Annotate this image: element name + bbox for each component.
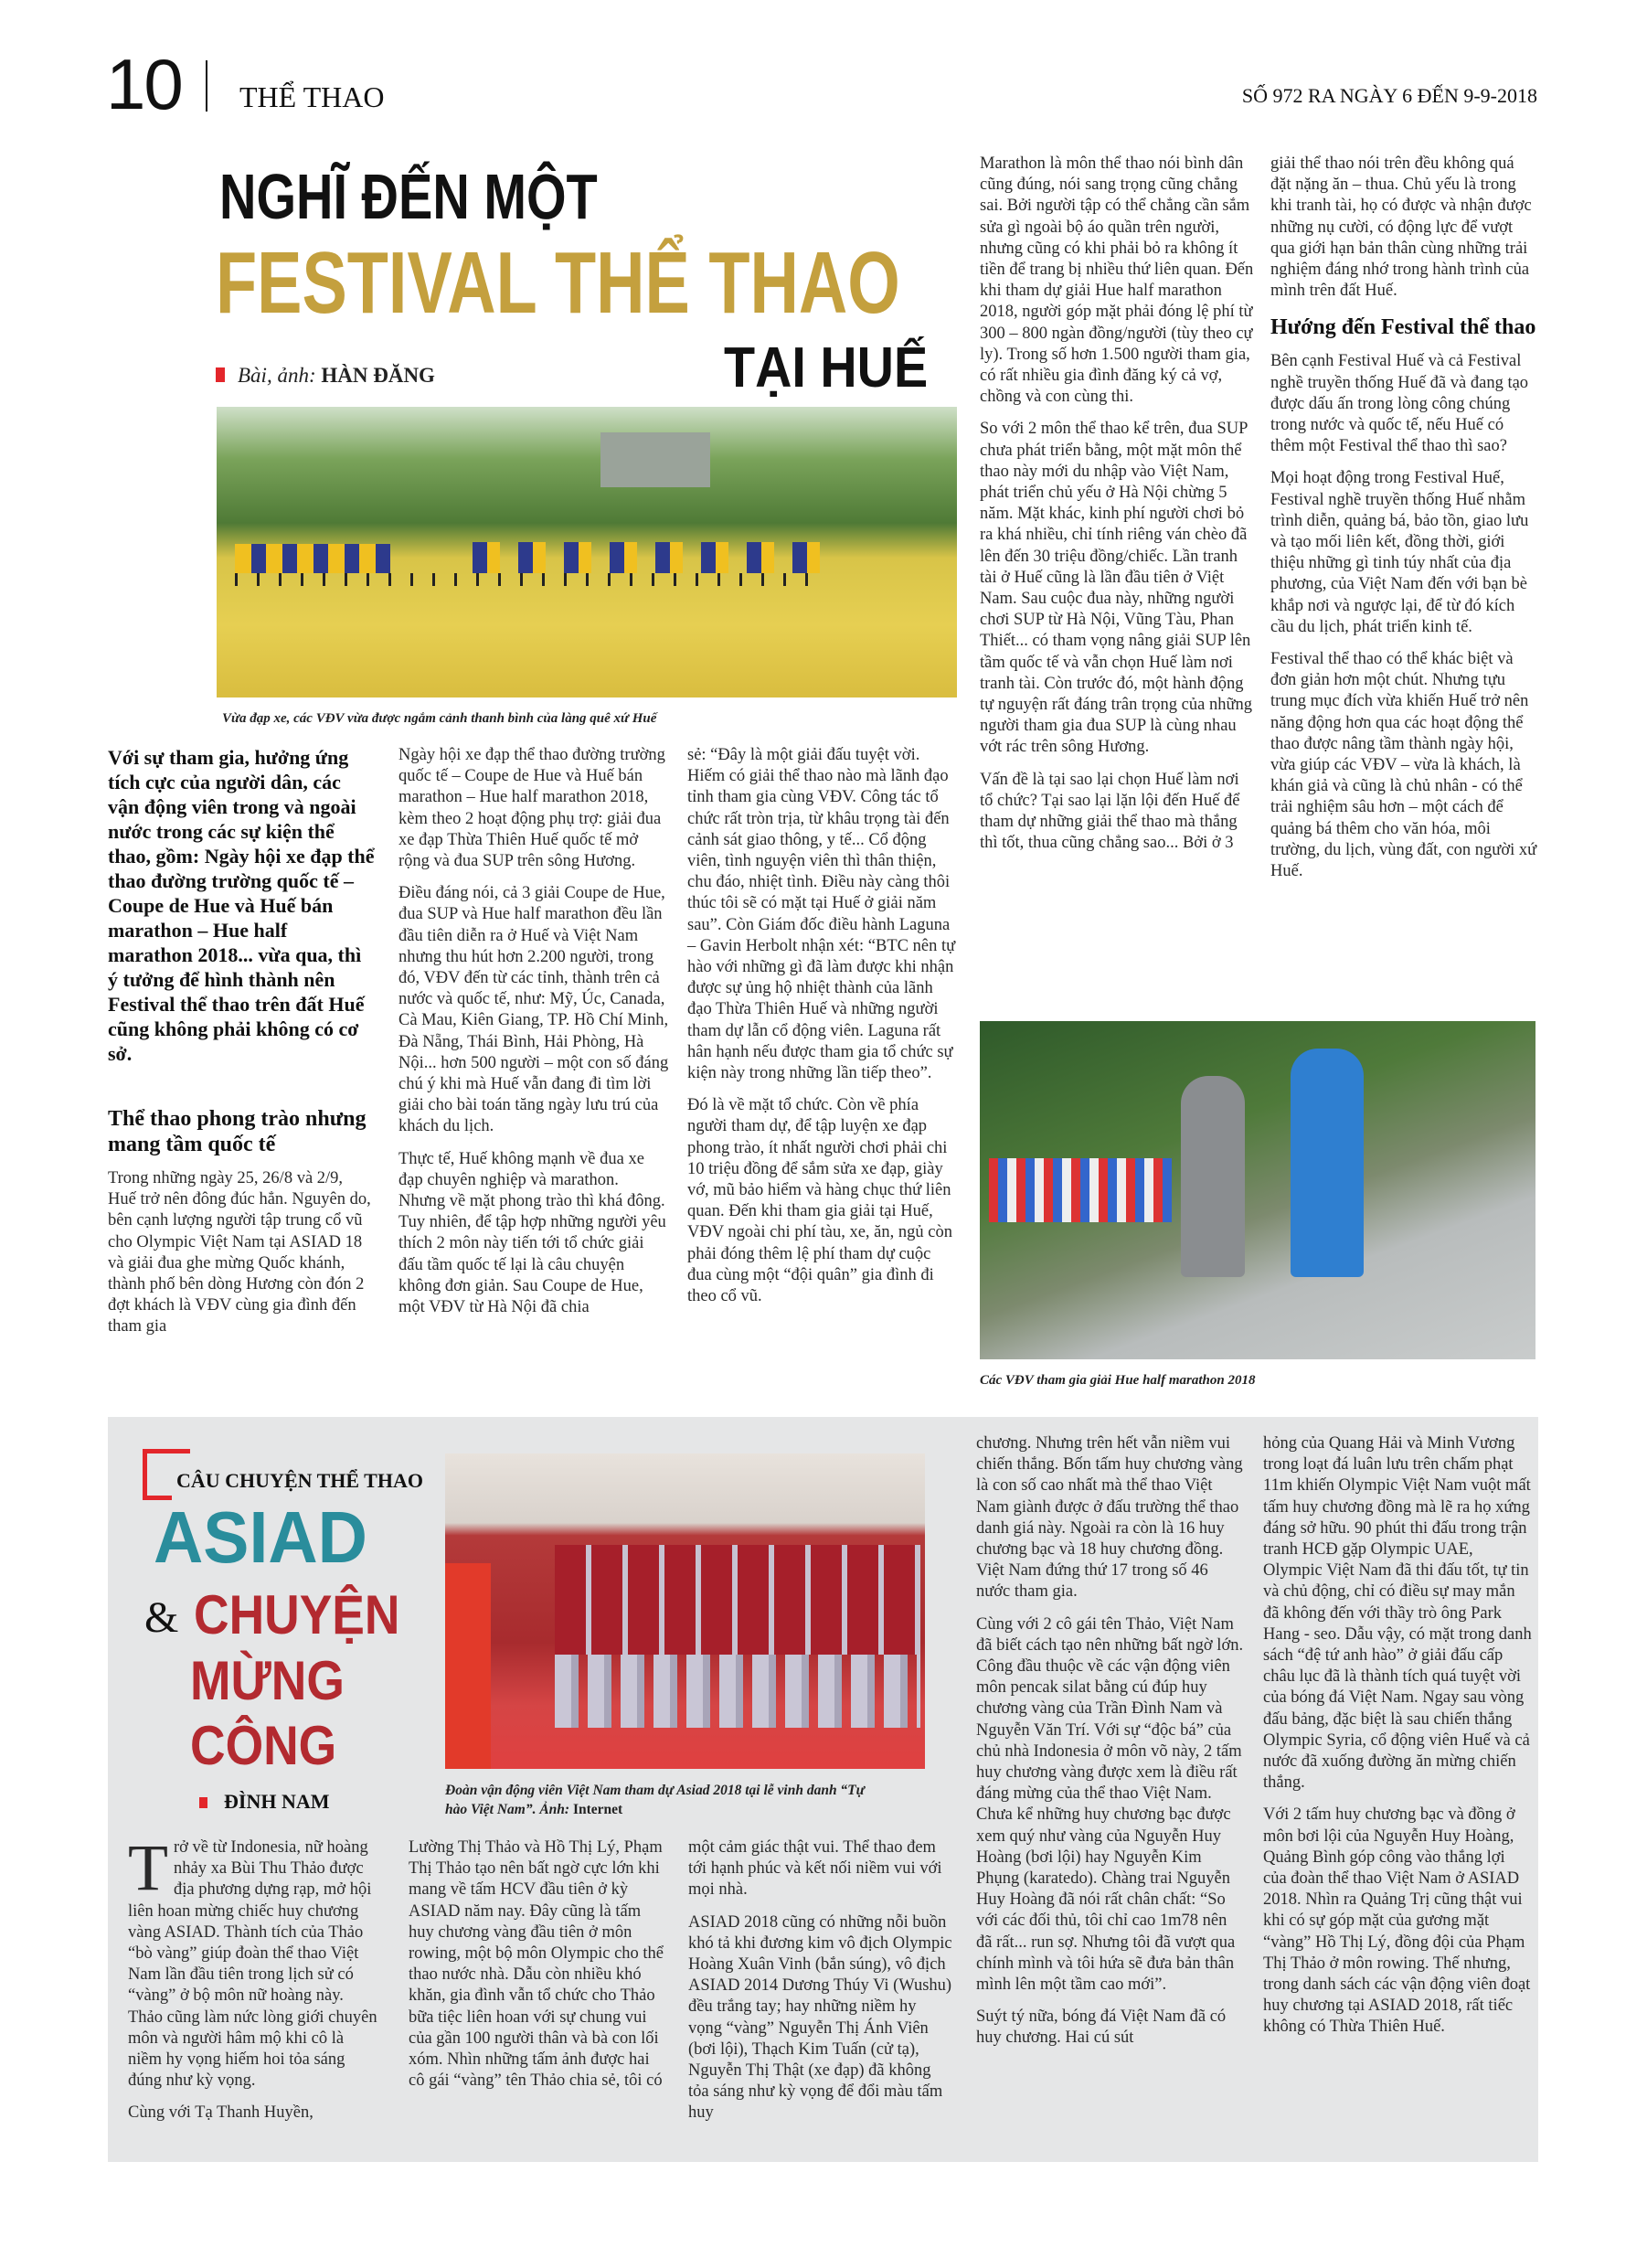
article2-column-4 (976, 1433, 1245, 2060)
article2-column-1 (128, 1831, 380, 2135)
paragraph: Cùng với Tạ Thanh Huyền, (128, 2103, 313, 2123)
byline-marker (216, 367, 225, 382)
photo-vietnam-team (445, 1453, 925, 1769)
caption-credit: Internet (572, 1802, 623, 1817)
article2-column-2 (409, 1837, 666, 2103)
subheading-grassroots: Thể thao phong trào nhưng mang tầm quốc tế (108, 1107, 367, 1156)
paragraph: So với 2 môn thể thao kể trên, đua SUP chưa phát triển bằng, một mặt môn thể thao này mới du nhập vào Việt Nam, phát triển chủ yếu ở Hà Nội chừng 5 năm. Mặt khác, kinh phí người chơi bỏ ra khá nhiều, chỉ tính riêng ván chèo đã lên đến 30 triệu đồng/chiếc. Lần tranh tài ở Huế cũng là lần đầu tiên ở Việt Nam. Sau cuộc đua này, những người chơi SUP từ Hà Nội, Vũng Tàu, Phan Thiết... có tham vọng nâng giải SUP lên tầm quốc tế và vẫn chọn Huế làm nơi tranh tài. Còn trước đó, một hành động tự nguyện rất đáng trân trọng của những người tham gia đua SUP là cùng nhau vớt rác trên sông Hương. (980, 420, 1252, 757)
article2-column-3 (688, 1837, 953, 2135)
caption-text: Đoàn vận động viên Việt Nam tham dự Asiad 2018 tại lễ vinh danh “Tự hào Việt Nam”. Ảnh: (445, 1783, 865, 1817)
byline (216, 364, 435, 388)
paragraph: Ngày hội xe đạp thể thao đường trường quốc tế – Coupe de Hue và Huế bán marathon – Hue half marathon 2018, kèm theo 2 hoạt động phụ trợ: giải đua xe đạp Thừa Thiên Huế quốc tế mở rộng và đua SUP trên sông Hương. (398, 746, 665, 871)
title-chuyen: CHUYỆN (194, 1584, 400, 1645)
byline-author: HÀN ĐĂNG (321, 364, 435, 387)
section-name: THỂ THAO (239, 80, 385, 113)
kicker-bracket (143, 1449, 172, 1500)
article1-column-5 (1270, 154, 1537, 893)
paragraph: ASIAD 2018 cũng có những nỗi buồn khó tả khi đương kim vô địch Olympic Hoàng Xuân Vinh (bắn súng), vô địch ASIAD 2014 Dương Thúy Vi (Wushu) đều trắng tay; hay những niềm hy vọng “vàng” Nguyễn Thị Ánh Viên (bơi lội), Thạch Kim Tuấn (cử tạ), Nguyễn Thị Thật (xe đạp) đã không tỏa sáng như kỳ vọng để đổi màu tấm huy (688, 1912, 952, 2123)
photo-cyclists (217, 407, 957, 697)
paragraph: Trở về từ Indonesia, nữ hoàng nhảy xa Bùi Thu Thảo được địa phương dựng rạp, mở hội liên hoan mừng chiếc huy chương vàng ASIAD. Thành tích của Thảo “bò vàng” giúp đoàn thể thao Việt Nam lần đầu tiên trong lịch sử có “vàng” ở bộ môn nữ hoàng này. Thảo cũng làm nức lòng giới chuyên môn và người hâm mộ khi cô là niềm hy vọng hiếm hoi tỏa sáng đúng như kỳ vọng. (128, 1831, 377, 2091)
byline-author: ĐÌNH NAM (224, 1790, 330, 1813)
paragraph: Thực tế, Huế không mạnh về đua xe đạp chuyên nghiệp và marathon. Nhưng về mặt phong trào thì khá đông. Tuy nhiên, để tập hợp những người yêu thích 2 môn này tiến tới tổ chức giải đấu tầm quốc tế lại là câu chuyện không đơn giản. Sau Coupe de Hue, một VĐV từ Hà Nội đã chia (398, 1149, 666, 1317)
issue-info: SỐ 972 RA NGÀY 6 ĐẾN 9-9-2018 (1241, 84, 1537, 107)
paragraph: Marathon là môn thể thao nói bình dân cũng đúng, nói sang trọng cũng chẳng sai. Bởi người tập có thể chẳng cần sắm sửa gì ngoài bộ áo quần trên người, nhưng cũng có khi phải bỏ ra không ít tiền để trang bị nhiều thứ liên quan. Đến khi tham dự giải Hue half marathon 2018, người góp mặt phải đóng lệ phí từ 300 – 800 ngàn đồng/người (tùy theo cự ly). Trong số hơn 1.500 người tham gia, có rất nhiều gia đình đăng ký cả vợ, chồng và con cùng thi. (980, 154, 1254, 407)
paragraph: Vấn đề là tại sao lại chọn Huế làm nơi tổ chức? Tại sao lại lặn lội đến Huế để tham dự những giải thể thao mà thắng thì tốt, thua cũng chẳng sao... Bởi ở 3 (980, 770, 1240, 853)
headline (219, 161, 692, 232)
header-divider (206, 60, 207, 112)
article-lead: Với sự tham gia, hưởng ứng tích cực của người dân, các vận động viên trong và ngoài nước trong các sự kiện thể thao, gồm: Ngày hội xe đạp thể thao đường trường quốc tế – Coupe de Hue và Huế bán marathon – Hue half marathon 2018... vừa qua, thì ý tưởng để hình thành nên Festival thể thao trên đất Huế cũng không phải không có cơ sở. (108, 746, 375, 1065)
byline-marker (199, 1797, 207, 1808)
headline-line3: TẠI HUẾ (724, 336, 929, 399)
article1-column-3 (687, 745, 958, 1318)
article2-kicker: CÂU CHUYỆN THỂ THAO (176, 1469, 423, 1492)
photo-runners-caption: Các VĐV tham gia giải Hue half marathon 2018 (980, 1373, 1256, 1388)
kicker-bracket-top (143, 1449, 190, 1453)
headline-line1: NGHĨ ĐẾN MỘT (219, 161, 598, 232)
byline-label: Bài, ảnh: (238, 364, 316, 387)
article1-column-2 (398, 745, 669, 1329)
paragraph: Suýt tý nữa, bóng đá Việt Nam đã có huy chương. Hai cú sút (976, 2007, 1227, 2048)
paragraph: Đó là về mặt tổ chức. Còn về phía người tham dự, để tập luyện xe đạp phong trào, ít nhất người chơi phải chi 10 triệu đồng để sắm sửa xe đạp, giày vớ, mũ bảo hiểm và hàng chục thứ liên quan. Đến khi tham gia giải tại Huế, VĐV ngoài chi phí tàu, xe, ăn, ngủ còn phải đóng thêm lệ phí tham dự cuộc đua cùng một “đội quân” gia đình đi theo cổ vũ. (687, 1096, 952, 1306)
paragraph: Lường Thị Thảo và Hồ Thị Lý, Phạm Thị Thảo tạo nên bất ngờ cực lớn khi mang về tấm HCV đầu tiên ở kỳ ASIAD năm nay. Đây cũng là tấm huy chương vàng đầu tiên ở môn rowing, một bộ môn Olympic cho thể thao nước nhà. Dẫu còn nhiều khó khăn, gia đình vẫn tổ chức cho Thảo bữa tiệc liên hoan với sự chung vui của gần 100 người thân và bà con lối xóm. Nhìn những tấm ảnh được hai cô gái “vàng” tên Thảo chia sẻ, tôi có (409, 1838, 664, 2091)
photo-cyclists-caption: Vừa đạp xe, các VĐV vừa được ngắm cảnh thanh bình của làng quê xứ Huế (222, 711, 657, 726)
title-cong: CÔNG (190, 1715, 337, 1776)
paragraph: Điều đáng nói, cả 3 giải Coupe de Hue, đua SUP và Hue half marathon đều lần đầu tiên diễn ra ở Huế và Việt Nam nhưng thu hút hơn 2.200 người, trong đó, VĐV đến từ các tỉnh, thành trên cả nước và quốc tế, như: Mỹ, Úc, Canada, Cà Mau, Kiên Giang, TP. Hồ Chí Minh, Đà Nẵng, Thái Bình, Hải Phòng, Hà Nội... hơn 500 người – một con số đáng chú ý khi mà Huế vẫn đang đi tìm lời giải cho bài toán tăng ngày lưu trú của khách du lịch. (398, 884, 669, 1136)
headline-line2: FESTIVAL THỂ THAO (216, 234, 900, 332)
article1-column-4 (980, 154, 1254, 866)
paragraph: Với 2 tấm huy chương bạc và đồng ở môn bơi lội của Nguyễn Huy Hoàng, Quảng Bình góp công vào thắng lợi của đoàn thể thao Việt Nam ở ASIAD 2018. Nhìn ra Quảng Trị cũng thật vui khi có sự góp mặt của gương mặt “vàng” Hồ Thị Lý, đồng đội của Phạm Thị Thảo ở môn rowing. Thế nhưng, trong danh sách các vận động viên đoạt huy chương tại ASIAD 2018, rất tiếc không có Thừa Thiên Huế. (1263, 1805, 1531, 2037)
article2-byline (199, 1790, 330, 1814)
paragraph: hỏng của Quang Hải và Minh Vương trong loạt đá luân lưu trên chấm phạt 11m khiến Olympic Việt Nam vuột mất tấm huy chương đồng mà lẽ ra họ xứng đáng sở hữu. 90 phút thi đấu trong trận tranh HCĐ gặp Olympic UAE, Olympic Việt Nam đã thi đấu tốt, tự tin và chủ động, chỉ có điều sự may mắn đã không đến với thầy trò ông Park Hang - seo. Dẫu vậy, có mặt trong danh sách “đệ tứ anh hào” ở giải đấu cấp châu lục đã là thành tích quá tuyệt vời của bóng đá Việt Nam. Ngay sau vòng đấu bảng, đặc biệt là sau chiến thắng Olympic Syria, cổ động viên Huế và cả nước đã xuống đường ăn mừng chiến thắng. (1263, 1434, 1532, 1793)
paragraph: chương. Nhưng trên hết vẫn niềm vui chiến thắng. Bốn tấm huy chương vàng là con số cao nhất mà thể thao Việt Nam giành được ở đấu trường thể thao danh giá này. Ngoài ra còn là 16 huy chương bạc và 18 huy chương đồng. Việt Nam đứng thứ 17 trong số 46 nước tham gia. (976, 1434, 1243, 1602)
paragraph: Mọi hoạt động trong Festival Huế, Festival nghề truyền thống Huế nhằm trình diễn, quảng bá, bảo tồn, giao lưu và tạo mối liên kết, đồng thời, giới thiệu những gì tinh túy nhất của địa phương, của Việt Nam đến với bạn bè khắp nơi và ngược lại, để từ đó kích cầu du lịch, phát triển kinh tế. (1270, 469, 1529, 636)
paragraph: giải thể thao nói trên đều không quá đặt nặng ăn – thua. Chủ yếu là trong khi tranh tài, họ có được và nhận được những nụ cười, có động lực để vượt qua giới hạn bản thân cùng những trải nghiệm đáng nhớ trong hành trình của mình trên đất Huế. (1270, 154, 1532, 301)
paragraph: một cảm giác thật vui. Thể thao đem tới hạnh phúc và kết nối niềm vui với mọi nhà. (688, 1838, 942, 1900)
article1-column-1 (108, 745, 375, 1349)
title-asiad: ASIAD (154, 1496, 367, 1578)
paragraph: Festival thể thao có thể khác biệt và đơn giản hơn một chút. Nhưng tựu trung mục đích vừa khiến Huế trở nên năng động hơn qua các hoạt động thể thao được nâng tầm thành ngày hội, vừa giúp các VĐV – vừa là khách, là khán giả và cũng là chủ nhân - có thể trải nghiệm sâu hơn – một cách để quảng bá thêm cho văn hóa, môi trường, du lịch, vùng đất, con người xứ Huế. (1270, 650, 1537, 881)
paragraph: Cùng với 2 cô gái tên Thảo, Việt Nam đã biết cách tạo nên những bất ngờ lớn. Công đầu thuộc về các vận động viên môn pencak silat bằng cú đúp huy chương vàng của Trần Đình Nam và Nguyễn Văn Trí. Với sự “độc bá” của chủ nhà Indonesia ở môn võ này, 2 tấm huy chương vàng được xem là điều rất đáng mừng của thể thao Việt Nam. Chưa kể những huy chương bạc được xem quý như vàng của Nguyễn Huy Hoàng (bơi lội) hay Nguyễn Kim Phụng (karatedo). Chàng trai Nguyễn Huy Hoàng đã nói rất chân chất: “So với các đối thủ, tôi chỉ cao 1m78 nên đã rất... run sợ. Nhưng tôi đã vượt qua chính mình và tôi hứa sẽ đưa bản thân mình lên một tầm cao mới”. (976, 1614, 1244, 1995)
paragraph: Bên cạnh Festival Huế và cả Festival nghề truyền thống Huế đã và đang tạo được dấu ấn trong lòng công chúng trong nước và quốc tế, nếu Huế có thêm một Festival thể thao thì sao? (1270, 352, 1529, 456)
photo-runners (980, 1021, 1535, 1359)
subheading-festival: Hướng đến Festival thể thao (1270, 315, 1536, 340)
title-mung: MỪNG (190, 1650, 345, 1711)
paragraph: Trong những ngày 25, 26/8 và 2/9, Huế trở nên đông đúc hẳn. Nguyên do, bên cạnh lượng người tập trung cổ vũ cho Olympic Việt Nam tại ASIAD 18 và giải đua ghe mừng Quốc khánh, thành phố bên dòng Hương còn đón 2 đợt khách là VĐV cùng gia đình đến tham gia (108, 1169, 371, 1336)
page-number: 10 (106, 44, 182, 124)
paragraph: sẻ: “Đây là một giải đấu tuyệt vời. Hiếm có giải thể thao nào mà lãnh đạo tỉnh tham gia cùng VĐV. Công tác tổ chức rất tròn trịa, từ khâu trọng tài đến cảnh sát giao thông, y tế... Cổ động viên, tình nguyện viên thì thân thiện, chu đáo, nhiệt tình. Điều này càng thôi thúc tôi sẽ có mặt tại Huế ở giải năm sau”. Còn Giám đốc điều hành Laguna – Gavin Herbolt nhận xét: “BTC nên tự hào với những gì đã làm được khi nhận được sự ủng hộ nhiệt thành của lãnh đạo Thừa Thiên Huế và những người tham dự lẫn cổ động viên. Laguna rất hân hạnh nếu được tham gia tổ chức sự kiện này trong những lần tiếp theo”. (687, 746, 956, 1083)
photo-team-caption (445, 1781, 866, 1819)
title-ampersand: & (144, 1593, 179, 1642)
article2-column-5 (1263, 1433, 1532, 2050)
